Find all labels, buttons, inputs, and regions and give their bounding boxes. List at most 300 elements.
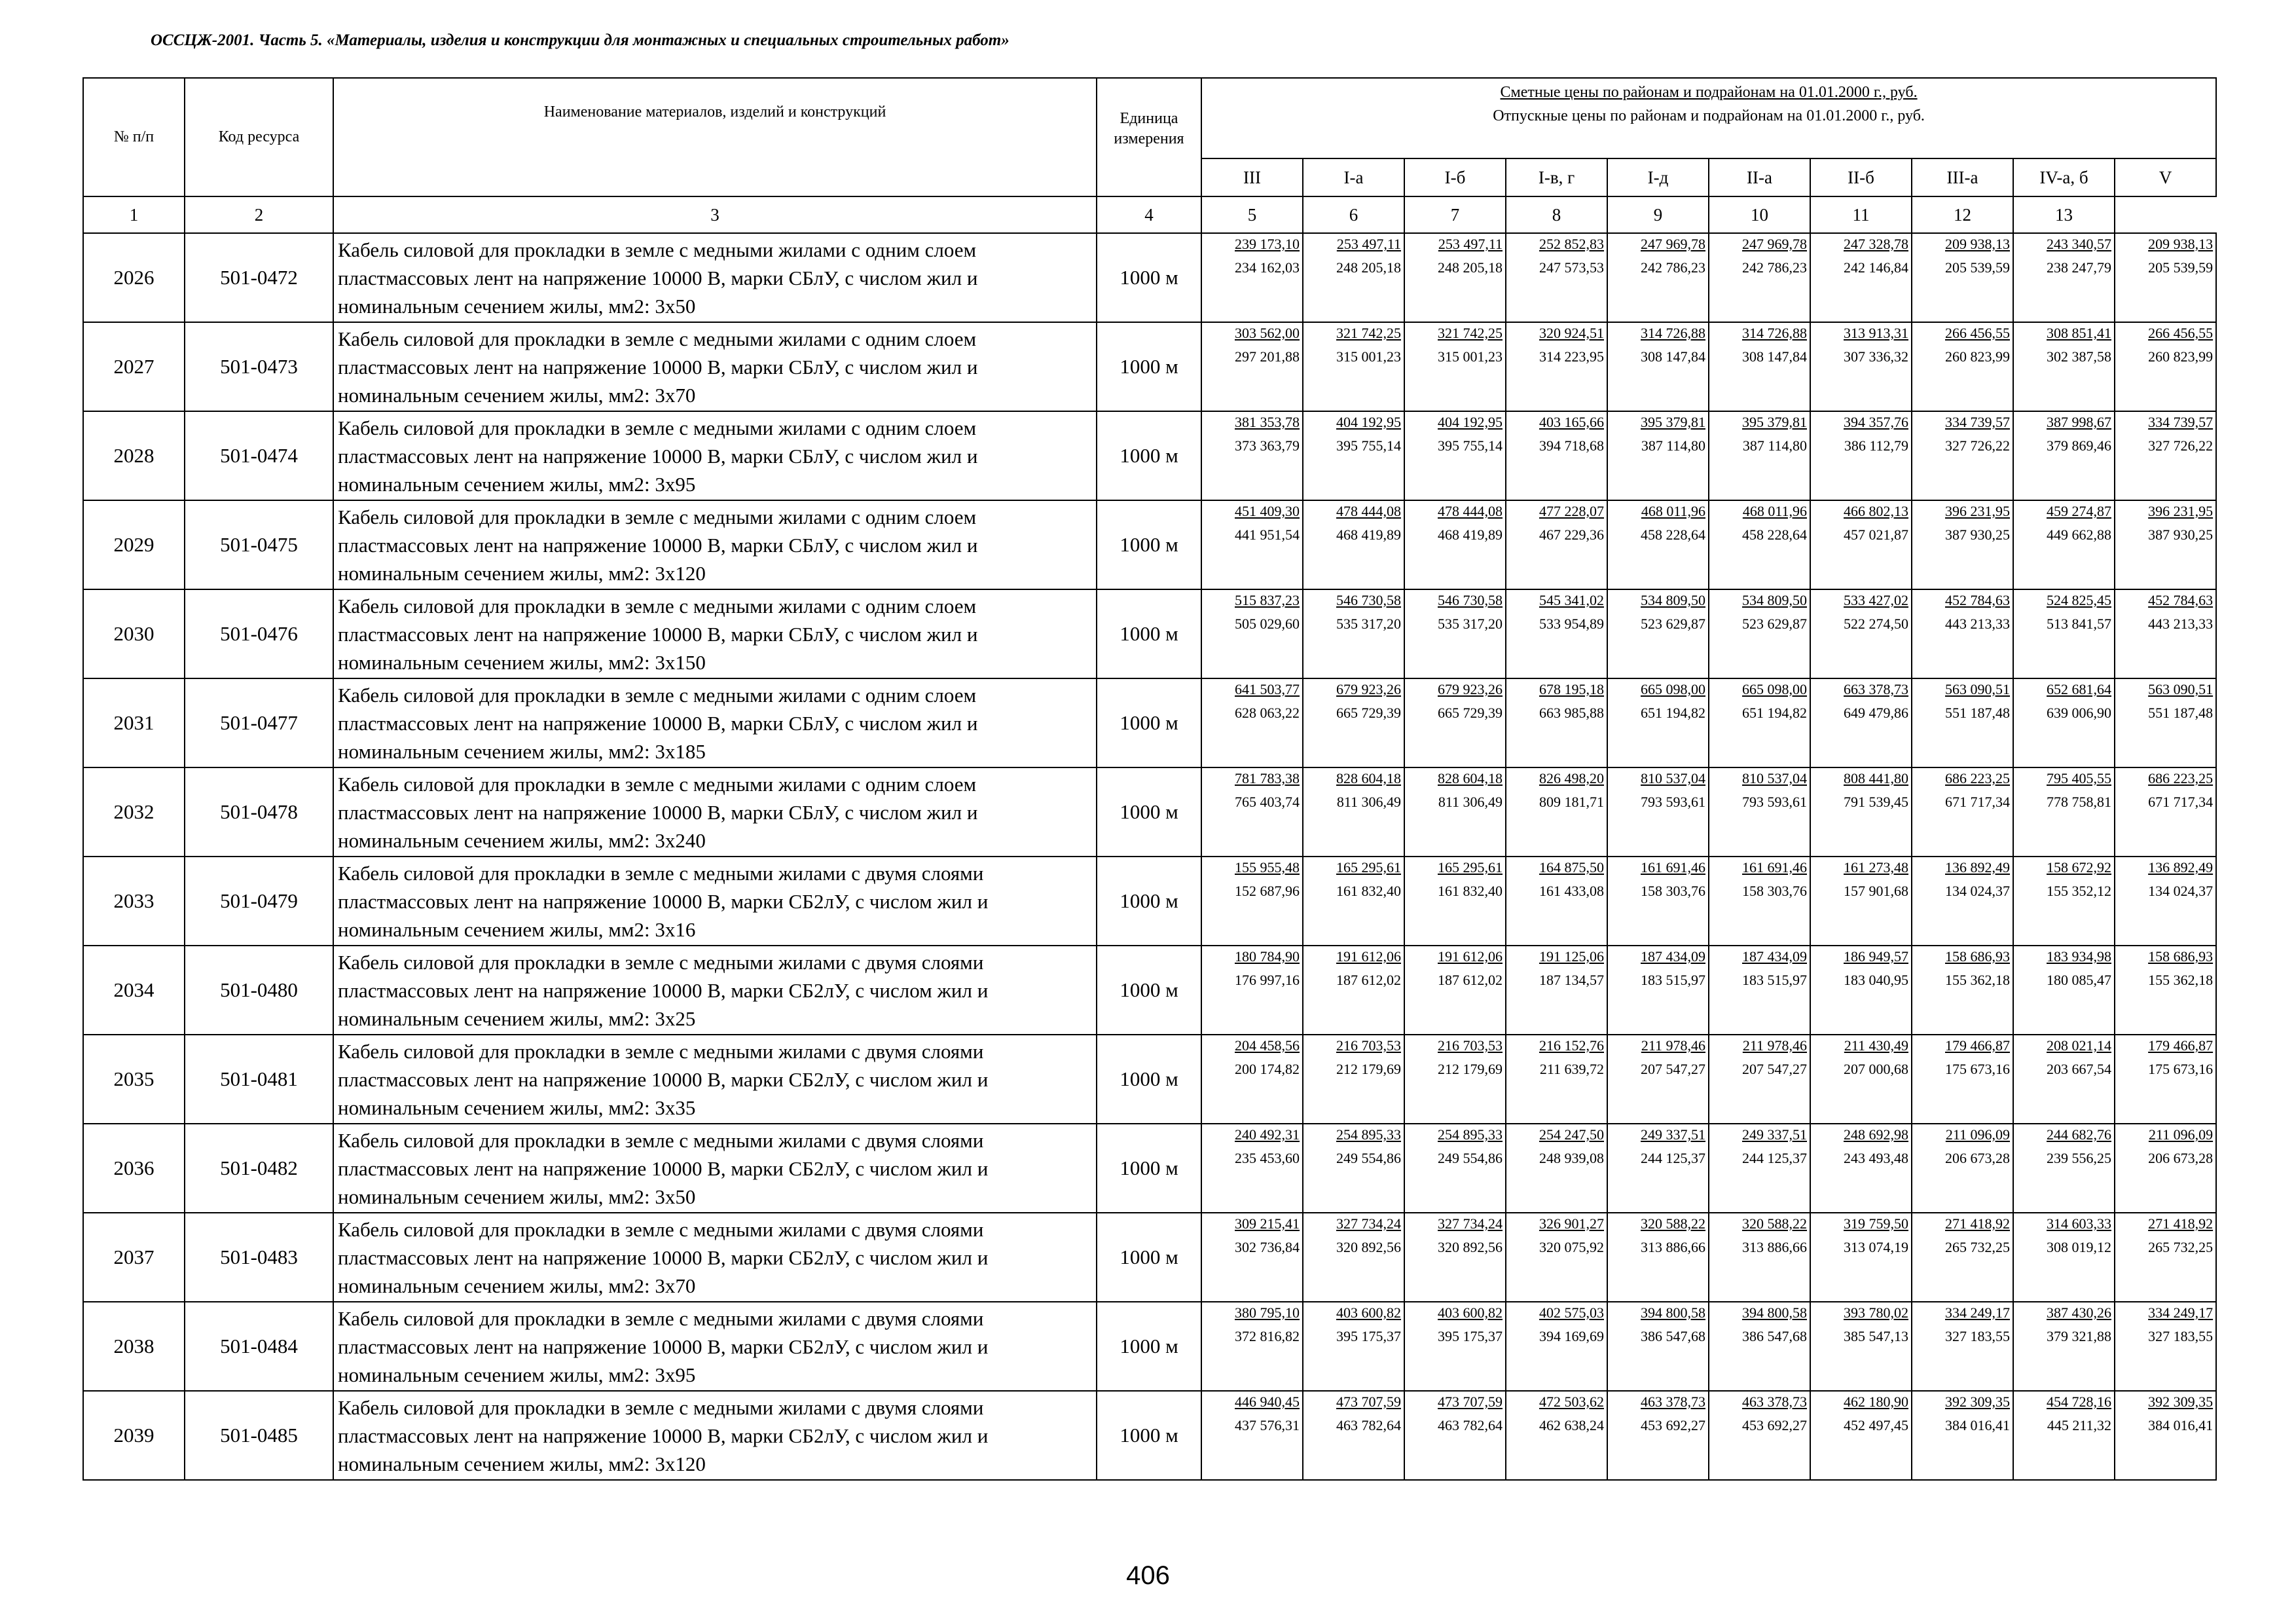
price-cell bbox=[1404, 1391, 1506, 1480]
price-cell bbox=[1404, 678, 1506, 767]
estimate-price: 179 466,87 bbox=[2148, 1037, 2214, 1054]
price-cell bbox=[1810, 1302, 1912, 1391]
estimate-price: 402 575,03 bbox=[1539, 1304, 1604, 1321]
release-price: 387 114,80 bbox=[1742, 437, 1807, 454]
estimate-price: 334 249,17 bbox=[1945, 1304, 2010, 1321]
resource-code: 501-0485 bbox=[185, 1391, 333, 1480]
release-price: 651 194,82 bbox=[1742, 705, 1807, 721]
estimate-price: 652 681,64 bbox=[2047, 681, 2111, 697]
release-price: 441 951,54 bbox=[1235, 526, 1300, 543]
release-price: 249 554,86 bbox=[1336, 1150, 1401, 1166]
estimate-price: 446 940,45 bbox=[1235, 1393, 1300, 1410]
estimate-price: 478 444,08 bbox=[1438, 503, 1503, 519]
table-row bbox=[83, 233, 2216, 322]
release-price: 308 147,84 bbox=[1641, 348, 1705, 365]
estimate-price: 828 604,18 bbox=[1336, 770, 1401, 786]
release-price: 535 317,20 bbox=[1336, 616, 1401, 632]
table-row bbox=[83, 411, 2216, 500]
estimate-price: 454 728,16 bbox=[2047, 1393, 2111, 1410]
estimate-price: 239 173,10 bbox=[1235, 236, 1300, 252]
estimate-price: 319 759,50 bbox=[1844, 1215, 1908, 1232]
release-price: 313 886,66 bbox=[1641, 1239, 1705, 1255]
estimate-price: 686 223,25 bbox=[2148, 770, 2214, 786]
region-header: I-а bbox=[1303, 158, 1404, 196]
price-cell bbox=[1709, 1035, 1810, 1124]
release-price: 468 419,89 bbox=[1336, 526, 1401, 543]
estimate-price: 191 125,06 bbox=[1539, 948, 1604, 965]
price-cell bbox=[1607, 946, 1709, 1035]
price-cell bbox=[1201, 1213, 1303, 1302]
release-price: 395 755,14 bbox=[1336, 437, 1401, 454]
release-price: 248 939,08 bbox=[1539, 1150, 1604, 1166]
release-price: 651 194,82 bbox=[1641, 705, 1705, 721]
estimate-price: 679 923,26 bbox=[1336, 681, 1401, 697]
estimate-price: 191 612,06 bbox=[1336, 948, 1401, 965]
estimate-price: 403 165,66 bbox=[1539, 414, 1604, 430]
resource-code: 501-0478 bbox=[185, 767, 333, 857]
estimate-price: 452 784,63 bbox=[2148, 592, 2214, 608]
estimate-price: 165 295,61 bbox=[1438, 859, 1503, 876]
estimate-price: 828 604,18 bbox=[1438, 770, 1503, 786]
price-cell bbox=[2013, 589, 2115, 678]
estimate-price: 334 739,57 bbox=[2148, 414, 2214, 430]
release-price: 505 029,60 bbox=[1235, 616, 1300, 632]
price-cell bbox=[1607, 322, 1709, 411]
estimate-price: 808 441,80 bbox=[1844, 770, 1908, 786]
estimate-price: 462 180,90 bbox=[1844, 1393, 1908, 1410]
resource-code: 501-0475 bbox=[185, 500, 333, 589]
price-cell bbox=[1506, 1213, 1607, 1302]
release-price: 394 718,68 bbox=[1539, 437, 1604, 454]
material-name: Кабель силовой для прокладки в земле с медными жилами с одним слоем пластмассовых лент на напряжение 10000 В, марки СБлУ, с числом жил и номинальным сечением жилы, мм2: 3х185 bbox=[333, 678, 1097, 767]
release-price: 663 985,88 bbox=[1539, 705, 1604, 721]
price-cell bbox=[1709, 857, 1810, 946]
price-cell bbox=[1912, 233, 2013, 322]
estimate-price: 320 588,22 bbox=[1742, 1215, 1807, 1232]
price-cell bbox=[1201, 322, 1303, 411]
release-price: 463 782,64 bbox=[1438, 1417, 1503, 1433]
price-cell bbox=[1506, 589, 1607, 678]
price-cell bbox=[2115, 767, 2216, 857]
release-price: 395 175,37 bbox=[1438, 1328, 1503, 1344]
release-price: 468 419,89 bbox=[1438, 526, 1503, 543]
price-cell bbox=[2013, 322, 2115, 411]
release-price: 155 362,18 bbox=[2148, 972, 2214, 988]
release-price: 523 629,87 bbox=[1742, 616, 1807, 632]
header-unit: Единица измерения bbox=[1097, 78, 1201, 196]
material-name: Кабель силовой для прокладки в земле с медными жилами с двумя слоями пластмассовых лент на напряжение 10000 В, марки СБ2лУ, с числом жил и номинальным сечением жилы, мм2: 3х25 bbox=[333, 946, 1097, 1035]
row-number: 2039 bbox=[83, 1391, 185, 1480]
release-price: 533 954,89 bbox=[1539, 616, 1604, 632]
release-price: 302 736,84 bbox=[1235, 1239, 1300, 1255]
resource-code: 501-0472 bbox=[185, 233, 333, 322]
release-price: 265 732,25 bbox=[1945, 1239, 2010, 1255]
release-price: 315 001,23 bbox=[1336, 348, 1401, 365]
price-cell bbox=[1506, 946, 1607, 1035]
release-price: 671 717,34 bbox=[2148, 794, 2214, 810]
release-price: 386 112,79 bbox=[1844, 437, 1908, 454]
estimate-price: 545 341,02 bbox=[1539, 592, 1604, 608]
estimate-price: 403 600,82 bbox=[1336, 1304, 1401, 1321]
price-cell bbox=[1607, 678, 1709, 767]
running-head: ОССЦЖ-2001. Часть 5. «Материалы, изделия и конструкции для монтажных и специальных строительных работ» bbox=[151, 31, 1010, 49]
estimate-price: 663 378,73 bbox=[1844, 681, 1908, 697]
estimate-price: 472 503,62 bbox=[1539, 1393, 1604, 1410]
estimate-price: 795 405,55 bbox=[2047, 770, 2111, 786]
release-price: 161 433,08 bbox=[1539, 883, 1604, 899]
release-price: 386 547,68 bbox=[1641, 1328, 1705, 1344]
price-cell bbox=[1201, 1302, 1303, 1391]
estimate-price: 473 707,59 bbox=[1336, 1393, 1401, 1410]
price-cell bbox=[1506, 1035, 1607, 1124]
row-number: 2035 bbox=[83, 1035, 185, 1124]
estimate-price: 179 466,87 bbox=[1945, 1037, 2010, 1054]
table-row bbox=[83, 1213, 2216, 1302]
estimate-price: 451 409,30 bbox=[1235, 503, 1300, 519]
price-cell bbox=[1201, 767, 1303, 857]
price-cell bbox=[1404, 411, 1506, 500]
resource-code: 501-0481 bbox=[185, 1035, 333, 1124]
unit-of-measure: 1000 м bbox=[1097, 322, 1201, 411]
price-cell bbox=[1912, 589, 2013, 678]
release-price: 302 387,58 bbox=[2047, 348, 2111, 365]
estimate-price: 249 337,51 bbox=[1742, 1126, 1807, 1143]
price-cell bbox=[1607, 233, 1709, 322]
release-price: 811 306,49 bbox=[1336, 794, 1401, 810]
price-cell bbox=[1912, 946, 2013, 1035]
release-price: 551 187,48 bbox=[2148, 705, 2214, 721]
price-cell bbox=[1810, 767, 1912, 857]
release-price: 373 363,79 bbox=[1235, 437, 1300, 454]
column-number: 9 bbox=[1607, 196, 1709, 233]
row-number: 2027 bbox=[83, 322, 185, 411]
column-number-row bbox=[83, 196, 2216, 233]
price-cell bbox=[1201, 411, 1303, 500]
release-price: 467 229,36 bbox=[1539, 526, 1604, 543]
estimate-price: 209 938,13 bbox=[1945, 236, 2010, 252]
estimate-price: 243 340,57 bbox=[2047, 236, 2111, 252]
price-cell bbox=[1607, 1391, 1709, 1480]
release-price: 205 539,59 bbox=[2148, 259, 2214, 276]
table-row bbox=[83, 1302, 2216, 1391]
release-price: 458 228,64 bbox=[1742, 526, 1807, 543]
price-cell bbox=[1709, 233, 1810, 322]
price-cell bbox=[1303, 857, 1404, 946]
price-cell bbox=[1709, 678, 1810, 767]
resource-code: 501-0473 bbox=[185, 322, 333, 411]
release-price: 158 303,76 bbox=[1742, 883, 1807, 899]
estimate-price: 211 978,46 bbox=[1742, 1037, 1807, 1054]
estimate-price: 563 090,51 bbox=[2148, 681, 2214, 697]
price-cell bbox=[1201, 589, 1303, 678]
release-price: 206 673,28 bbox=[2148, 1150, 2214, 1166]
price-cell bbox=[2115, 1391, 2216, 1480]
column-number: 7 bbox=[1404, 196, 1506, 233]
estimate-price: 534 809,50 bbox=[1742, 592, 1807, 608]
release-price: 639 006,90 bbox=[2047, 705, 2111, 721]
release-price: 207 000,68 bbox=[1844, 1061, 1908, 1077]
release-price: 155 362,18 bbox=[1945, 972, 2010, 988]
release-price: 320 892,56 bbox=[1336, 1239, 1401, 1255]
price-cell bbox=[1404, 1035, 1506, 1124]
release-price: 327 183,55 bbox=[1945, 1328, 2010, 1344]
price-cell bbox=[1810, 1391, 1912, 1480]
column-number: 3 bbox=[333, 196, 1097, 233]
release-price: 522 274,50 bbox=[1844, 616, 1908, 632]
release-price: 187 612,02 bbox=[1438, 972, 1503, 988]
release-price: 134 024,37 bbox=[2148, 883, 2214, 899]
region-header: I-в, г bbox=[1506, 158, 1607, 196]
release-price: 247 573,53 bbox=[1539, 259, 1604, 276]
material-name: Кабель силовой для прокладки в земле с медными жилами с одним слоем пластмассовых лент на напряжение 10000 В, марки СБлУ, с числом жил и номинальным сечением жилы, мм2: 3х120 bbox=[333, 500, 1097, 589]
release-price: 134 024,37 bbox=[1945, 883, 2010, 899]
price-cell bbox=[2013, 1391, 2115, 1480]
price-cell bbox=[1506, 1302, 1607, 1391]
price-cell bbox=[1303, 1302, 1404, 1391]
estimate-price: 387 430,26 bbox=[2047, 1304, 2111, 1321]
unit-of-measure: 1000 м bbox=[1097, 767, 1201, 857]
price-cell bbox=[1607, 500, 1709, 589]
table-row bbox=[83, 857, 2216, 946]
release-price: 327 726,22 bbox=[1945, 437, 2010, 454]
release-price: 235 453,60 bbox=[1235, 1150, 1300, 1166]
estimate-price: 404 192,95 bbox=[1336, 414, 1401, 430]
estimate-price: 473 707,59 bbox=[1438, 1393, 1503, 1410]
table-row bbox=[83, 1391, 2216, 1480]
price-cell bbox=[2115, 678, 2216, 767]
price-cell bbox=[1303, 1391, 1404, 1480]
release-price: 387 114,80 bbox=[1641, 437, 1705, 454]
release-price: 386 547,68 bbox=[1742, 1328, 1807, 1344]
price-cell bbox=[2115, 589, 2216, 678]
estimate-price: 252 852,83 bbox=[1539, 236, 1604, 252]
estimate-price: 216 703,53 bbox=[1438, 1037, 1503, 1054]
estimate-price: 254 895,33 bbox=[1336, 1126, 1401, 1143]
row-number: 2030 bbox=[83, 589, 185, 678]
release-price: 443 213,33 bbox=[2148, 616, 2214, 632]
row-number: 2037 bbox=[83, 1213, 185, 1302]
price-cell bbox=[1810, 411, 1912, 500]
unit-of-measure: 1000 м bbox=[1097, 589, 1201, 678]
estimate-price: 515 837,23 bbox=[1235, 592, 1300, 608]
release-price: 244 125,37 bbox=[1742, 1150, 1807, 1166]
price-cell bbox=[1912, 1391, 2013, 1480]
release-price: 437 576,31 bbox=[1235, 1417, 1300, 1433]
estimate-price: 459 274,87 bbox=[2047, 503, 2111, 519]
resource-code: 501-0474 bbox=[185, 411, 333, 500]
price-cell bbox=[1404, 1124, 1506, 1213]
price-cell bbox=[1201, 1124, 1303, 1213]
price-cell bbox=[1303, 946, 1404, 1035]
estimate-price: 334 739,57 bbox=[1945, 414, 2010, 430]
release-price: 535 317,20 bbox=[1438, 616, 1503, 632]
release-price: 234 162,03 bbox=[1235, 259, 1300, 276]
release-price: 200 174,82 bbox=[1235, 1061, 1300, 1077]
estimate-price: 186 949,57 bbox=[1844, 948, 1908, 965]
estimate-price: 320 924,51 bbox=[1539, 325, 1604, 341]
header-prices bbox=[1201, 78, 2216, 158]
release-price: 449 662,88 bbox=[2047, 526, 2111, 543]
estimate-price: 158 686,93 bbox=[1945, 948, 2010, 965]
price-cell bbox=[1810, 233, 1912, 322]
release-price: 453 692,27 bbox=[1742, 1417, 1807, 1433]
material-name: Кабель силовой для прокладки в земле с медными жилами с двумя слоями пластмассовых лент на напряжение 10000 В, марки СБ2лУ, с числом жил и номинальным сечением жилы, мм2: 3х35 bbox=[333, 1035, 1097, 1124]
column-number: 8 bbox=[1506, 196, 1607, 233]
price-cell bbox=[1201, 1035, 1303, 1124]
price-cell bbox=[1607, 1035, 1709, 1124]
estimate-price: 466 802,13 bbox=[1844, 503, 1908, 519]
estimate-price: 463 378,73 bbox=[1742, 1393, 1807, 1410]
column-number: 6 bbox=[1303, 196, 1404, 233]
estimate-price: 394 800,58 bbox=[1641, 1304, 1705, 1321]
release-price: 665 729,39 bbox=[1336, 705, 1401, 721]
release-price: 445 211,32 bbox=[2047, 1417, 2111, 1433]
price-cell bbox=[1810, 678, 1912, 767]
price-cell bbox=[1404, 589, 1506, 678]
price-cell bbox=[1404, 767, 1506, 857]
estimate-price: 665 098,00 bbox=[1641, 681, 1705, 697]
release-price: 628 063,22 bbox=[1235, 705, 1300, 721]
estimate-price: 187 434,09 bbox=[1742, 948, 1807, 965]
release-price: 778 758,81 bbox=[2047, 794, 2111, 810]
release-price: 183 040,95 bbox=[1844, 972, 1908, 988]
release-price: 384 016,41 bbox=[1945, 1417, 2010, 1433]
release-price: 244 125,37 bbox=[1641, 1150, 1705, 1166]
estimate-price: 686 223,25 bbox=[1945, 770, 2010, 786]
column-number: 1 bbox=[83, 196, 185, 233]
table-row bbox=[83, 1035, 2216, 1124]
price-cell bbox=[1810, 1124, 1912, 1213]
resource-code: 501-0477 bbox=[185, 678, 333, 767]
estimate-price: 183 934,98 bbox=[2047, 948, 2111, 965]
estimate-price: 546 730,58 bbox=[1336, 592, 1401, 608]
price-cell bbox=[2013, 411, 2115, 500]
region-header: IV-а, б bbox=[2013, 158, 2115, 196]
estimate-price: 396 231,95 bbox=[1945, 503, 2010, 519]
estimate-price: 308 851,41 bbox=[2047, 325, 2111, 341]
estimate-price: 679 923,26 bbox=[1438, 681, 1503, 697]
estimate-price: 244 682,76 bbox=[2047, 1126, 2111, 1143]
price-cell bbox=[1404, 1213, 1506, 1302]
estimate-price: 180 784,90 bbox=[1235, 948, 1300, 965]
estimate-price: 271 418,92 bbox=[1945, 1215, 2010, 1232]
material-name: Кабель силовой для прокладки в земле с медными жилами с одним слоем пластмассовых лент на напряжение 10000 В, марки СБлУ, с числом жил и номинальным сечением жилы, мм2: 3х150 bbox=[333, 589, 1097, 678]
release-price: 161 832,40 bbox=[1336, 883, 1401, 899]
release-price: 453 692,27 bbox=[1641, 1417, 1705, 1433]
price-cell bbox=[1404, 233, 1506, 322]
row-number: 2032 bbox=[83, 767, 185, 857]
release-price: 212 179,69 bbox=[1336, 1061, 1401, 1077]
price-cell bbox=[1303, 1213, 1404, 1302]
header-estimate-prices: Сметные цены по районам и подрайонам на 01.01.2000 г., руб. bbox=[1500, 84, 1918, 101]
table-row bbox=[83, 322, 2216, 411]
header-name: Наименование материалов, изделий и конструкций bbox=[333, 78, 1097, 196]
resource-code: 501-0479 bbox=[185, 857, 333, 946]
price-cell bbox=[2013, 946, 2115, 1035]
resource-code: 501-0484 bbox=[185, 1302, 333, 1391]
release-price: 211 639,72 bbox=[1539, 1061, 1604, 1077]
resource-code: 501-0480 bbox=[185, 946, 333, 1035]
price-cell bbox=[1709, 1124, 1810, 1213]
release-price: 175 673,16 bbox=[1945, 1061, 2010, 1077]
estimate-price: 641 503,77 bbox=[1235, 681, 1300, 697]
region-header: V bbox=[2115, 158, 2216, 196]
material-name: Кабель силовой для прокладки в земле с медными жилами с двумя слоями пластмассовых лент на напряжение 10000 В, марки СБ2лУ, с числом жил и номинальным сечением жилы, мм2: 3х120 bbox=[333, 1391, 1097, 1480]
release-price: 387 930,25 bbox=[1945, 526, 2010, 543]
estimate-price: 158 686,93 bbox=[2148, 948, 2214, 965]
price-cell bbox=[1810, 857, 1912, 946]
price-cell bbox=[1912, 1302, 2013, 1391]
release-price: 205 539,59 bbox=[1945, 259, 2010, 276]
price-cell bbox=[2115, 1035, 2216, 1124]
resource-code: 501-0476 bbox=[185, 589, 333, 678]
price-cell bbox=[1506, 233, 1607, 322]
unit-of-measure: 1000 м bbox=[1097, 1213, 1201, 1302]
release-price: 315 001,23 bbox=[1438, 348, 1503, 365]
region-header: III bbox=[1201, 158, 1303, 196]
release-price: 175 673,16 bbox=[2148, 1061, 2214, 1077]
table-row bbox=[83, 767, 2216, 857]
page-number: 406 bbox=[1126, 1561, 1170, 1590]
table-row bbox=[83, 678, 2216, 767]
material-name: Кабель силовой для прокладки в земле с медными жилами с двумя слоями пластмассовых лент на напряжение 10000 В, марки СБ2лУ, с числом жил и номинальным сечением жилы, мм2: 3х70 bbox=[333, 1213, 1097, 1302]
release-price: 462 638,24 bbox=[1539, 1417, 1604, 1433]
material-name: Кабель силовой для прокладки в земле с медными жилами с двумя слоями пластмассовых лент на напряжение 10000 В, марки СБ2лУ, с числом жил и номинальным сечением жилы, мм2: 3х50 bbox=[333, 1124, 1097, 1213]
price-cell bbox=[1912, 1035, 2013, 1124]
material-name: Кабель силовой для прокладки в земле с медными жилами с двумя слоями пластмассовых лент на напряжение 10000 В, марки СБ2лУ, с числом жил и номинальным сечением жилы, мм2: 3х16 bbox=[333, 857, 1097, 946]
price-cell bbox=[1303, 589, 1404, 678]
price-cell bbox=[2115, 500, 2216, 589]
estimate-price: 326 901,27 bbox=[1539, 1215, 1604, 1232]
price-cell bbox=[2013, 857, 2115, 946]
header-code: Код ресурса bbox=[185, 78, 333, 196]
estimate-price: 395 379,81 bbox=[1641, 414, 1705, 430]
estimate-price: 216 152,76 bbox=[1539, 1037, 1604, 1054]
estimate-price: 266 456,55 bbox=[2148, 325, 2214, 341]
release-price: 248 205,18 bbox=[1336, 259, 1401, 276]
estimate-price: 165 295,61 bbox=[1336, 859, 1401, 876]
estimate-price: 392 309,35 bbox=[1945, 1393, 2010, 1410]
release-price: 308 147,84 bbox=[1742, 348, 1807, 365]
estimate-price: 187 434,09 bbox=[1641, 948, 1705, 965]
release-price: 791 539,45 bbox=[1844, 794, 1908, 810]
estimate-price: 164 875,50 bbox=[1539, 859, 1604, 876]
price-cell bbox=[1303, 233, 1404, 322]
estimate-price: 161 691,46 bbox=[1742, 859, 1807, 876]
price-cell bbox=[1404, 946, 1506, 1035]
release-price: 765 403,74 bbox=[1235, 794, 1300, 810]
price-cell bbox=[1607, 1124, 1709, 1213]
release-price: 443 213,33 bbox=[1945, 616, 2010, 632]
release-price: 327 183,55 bbox=[2148, 1328, 2214, 1344]
price-cell bbox=[1912, 500, 2013, 589]
region-header: II-а bbox=[1709, 158, 1810, 196]
estimate-price: 254 247,50 bbox=[1539, 1126, 1604, 1143]
release-price: 327 726,22 bbox=[2148, 437, 2214, 454]
estimate-price: 393 780,02 bbox=[1844, 1304, 1908, 1321]
estimate-price: 533 427,02 bbox=[1844, 592, 1908, 608]
unit-of-measure: 1000 м bbox=[1097, 946, 1201, 1035]
release-price: 260 823,99 bbox=[2148, 348, 2214, 365]
estimate-price: 314 726,88 bbox=[1641, 325, 1705, 341]
estimate-price: 216 703,53 bbox=[1336, 1037, 1401, 1054]
header-release-prices: Отпускные цены по районам и подрайонам на 01.01.2000 г., руб. bbox=[1493, 107, 1925, 124]
release-price: 176 997,16 bbox=[1235, 972, 1300, 988]
release-price: 387 930,25 bbox=[2148, 526, 2214, 543]
estimate-price: 155 955,48 bbox=[1235, 859, 1300, 876]
release-price: 811 306,49 bbox=[1438, 794, 1503, 810]
release-price: 379 321,88 bbox=[2047, 1328, 2111, 1344]
